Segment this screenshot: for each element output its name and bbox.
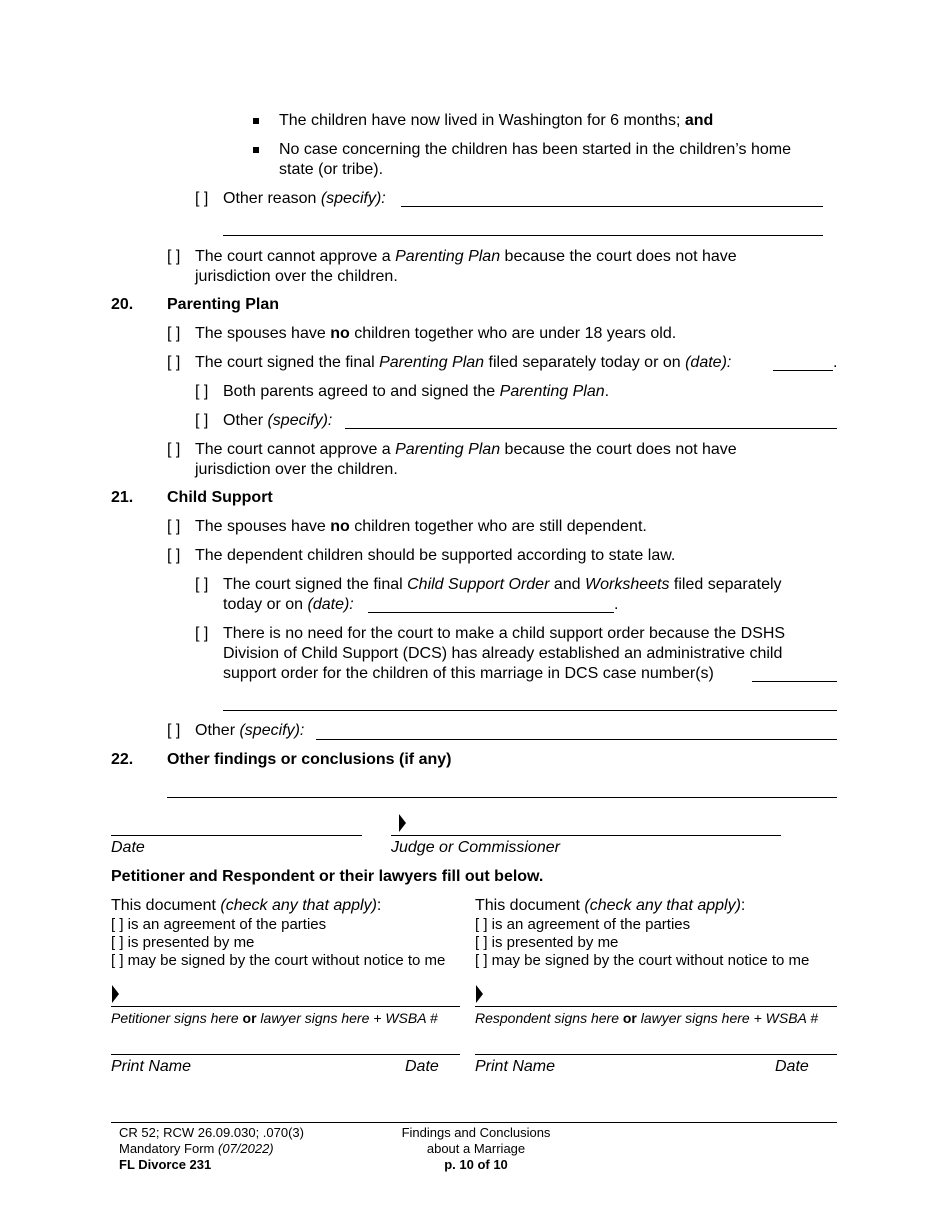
child-support-date-period: . <box>614 596 619 613</box>
checkbox-child-support-order-signed[interactable]: [ ] <box>195 576 209 593</box>
respondent-options <box>475 916 809 970</box>
checkbox-cannot-approve-20[interactable]: [ ] <box>167 441 181 458</box>
other-reason-label: Other reason (specify): <box>223 190 386 207</box>
checkbox-parenting-plan-signed[interactable]: [ ] <box>167 354 181 371</box>
checkbox-both-parents-agreed[interactable]: [ ] <box>195 383 209 400</box>
respondent-option-no-notice[interactable]: [ ] may be signed by the court without notice to me <box>475 952 810 969</box>
other-reason-line-2[interactable] <box>223 235 823 236</box>
petitioner-print-name-line[interactable] <box>111 1054 460 1055</box>
parties-heading: Petitioner and Respondent or their lawyers fill out below. <box>111 868 544 885</box>
petitioner-document-label: This document (check any that apply): <box>111 897 382 914</box>
respondent-print-name-line[interactable] <box>475 1054 837 1055</box>
footer-mandatory-form: Mandatory Form (07/2022) <box>119 1141 274 1156</box>
bullet-icon <box>253 118 259 124</box>
footer-form-id: FL Divorce 231 <box>119 1157 212 1172</box>
petitioner-signature-line[interactable] <box>111 1006 460 1007</box>
checkbox-supported-state-law[interactable]: [ ] <box>167 547 181 564</box>
judge-signature-label: Judge or Commissioner <box>391 839 560 856</box>
section-22-number: 22. <box>111 751 134 768</box>
parenting-other-label: Other (specify): <box>223 412 333 429</box>
checkbox-cannot-approve-19[interactable]: [ ] <box>167 248 181 265</box>
checkbox-other-reason[interactable]: [ ] <box>195 190 209 207</box>
footer-form-title-1: Findings and Conclusions <box>401 1125 551 1140</box>
dcs-case-number-line-2[interactable] <box>223 710 837 711</box>
parenting-plan-date-line[interactable] <box>773 370 833 371</box>
cannot-approve-text-20: The court cannot approve a Parenting Plan because the court does not have jurisdiction over the children. <box>195 441 737 478</box>
respondent-signature-line[interactable] <box>475 1006 837 1007</box>
judge-date-line[interactable] <box>111 835 362 836</box>
signature-arrow-icon <box>399 814 406 832</box>
petitioner-print-name-label: Print Name <box>111 1058 192 1075</box>
respondent-print-name-label: Print Name <box>475 1058 556 1075</box>
no-need-dcs-text: There is no need for the court to make a child support order because the DSHS Division of Child Support (DCS) has already established an administrative child support order for the children of this marriage in DCS case number(s) <box>223 625 786 682</box>
section-20-title: Parenting Plan <box>167 296 280 313</box>
child-support-order-signed-text: The court signed the final Child Support Order and Worksheets filed separately today or on (date): <box>223 576 782 613</box>
respondent-option-agreement[interactable]: [ ] is an agreement of the parties <box>475 916 691 933</box>
dcs-case-number-line-1[interactable] <box>752 681 837 682</box>
checkbox-no-dependent-children[interactable]: [ ] <box>167 518 181 535</box>
child-support-other-line[interactable] <box>316 739 837 740</box>
signature-arrow-icon <box>112 985 119 1003</box>
section-21-title: Child Support <box>167 489 273 506</box>
other-findings-line[interactable] <box>167 797 837 798</box>
respondent-date-label: Date <box>775 1058 809 1075</box>
parenting-plan-signed-text: The court signed the final Parenting Plan filed separately today or on (date): <box>195 354 732 371</box>
checkbox-no-children-under-18[interactable]: [ ] <box>167 325 181 342</box>
footer-form-title-2: about a Marriage <box>426 1141 526 1156</box>
checkbox-child-support-other[interactable]: [ ] <box>167 722 181 739</box>
child-support-date-line[interactable] <box>368 612 614 613</box>
section-20-number: 20. <box>111 296 134 313</box>
bullet-item-lived-6-months: The children have now lived in Washington for 6 months; and <box>279 112 714 129</box>
signature-arrow-icon <box>476 985 483 1003</box>
petitioner-options <box>111 916 445 970</box>
judge-signature-line[interactable] <box>391 835 781 836</box>
bullet-item-no-case: No case concerning the children has been started in the children’s home state (or tribe). <box>279 141 792 178</box>
section-22-title: Other findings or conclusions (if any) <box>167 751 452 768</box>
respondent-option-presented[interactable]: [ ] is presented by me <box>475 934 619 951</box>
no-children-under-18-text: The spouses have no children together who are under 18 years old. <box>195 325 677 342</box>
petitioner-option-agreement[interactable]: [ ] is an agreement of the parties <box>111 916 327 933</box>
respondent-signature-label: Respondent signs here or lawyer signs here + WSBA # <box>475 1010 819 1026</box>
judge-date-label: Date <box>111 839 145 856</box>
section-21-number: 21. <box>111 489 134 506</box>
parenting-plan-date-period: . <box>833 354 838 371</box>
footer-divider <box>111 1122 837 1123</box>
footer-center <box>376 1125 576 1173</box>
petitioner-date-label: Date <box>405 1058 439 1075</box>
petitioner-signature-label: Petitioner signs here or lawyer signs here + WSBA # <box>111 1010 438 1026</box>
petitioner-option-no-notice[interactable]: [ ] may be signed by the court without notice to me <box>111 952 446 969</box>
no-dependent-children-text: The spouses have no children together who are still dependent. <box>195 518 647 535</box>
child-support-other-label: Other (specify): <box>195 722 305 739</box>
petitioner-option-presented[interactable]: [ ] is presented by me <box>111 934 255 951</box>
checkbox-no-need-dcs[interactable]: [ ] <box>195 625 209 642</box>
supported-state-law-text: The dependent children should be supported according to state law. <box>195 547 676 564</box>
other-reason-line-1[interactable] <box>401 206 823 207</box>
footer-left <box>119 1125 304 1173</box>
bullet-icon <box>253 147 259 153</box>
footer-page-number: p. 10 of 10 <box>444 1157 508 1172</box>
respondent-document-label: This document (check any that apply): <box>475 897 746 914</box>
checkbox-parenting-other[interactable]: [ ] <box>195 412 209 429</box>
both-parents-agreed-text: Both parents agreed to and signed the Parenting Plan. <box>223 383 610 400</box>
footer-statute: CR 52; RCW 26.09.030; .070(3) <box>119 1125 304 1140</box>
cannot-approve-text-19: The court cannot approve a Parenting Plan because the court does not have jurisdiction over the children. <box>195 248 737 285</box>
parenting-other-line[interactable] <box>345 428 837 429</box>
